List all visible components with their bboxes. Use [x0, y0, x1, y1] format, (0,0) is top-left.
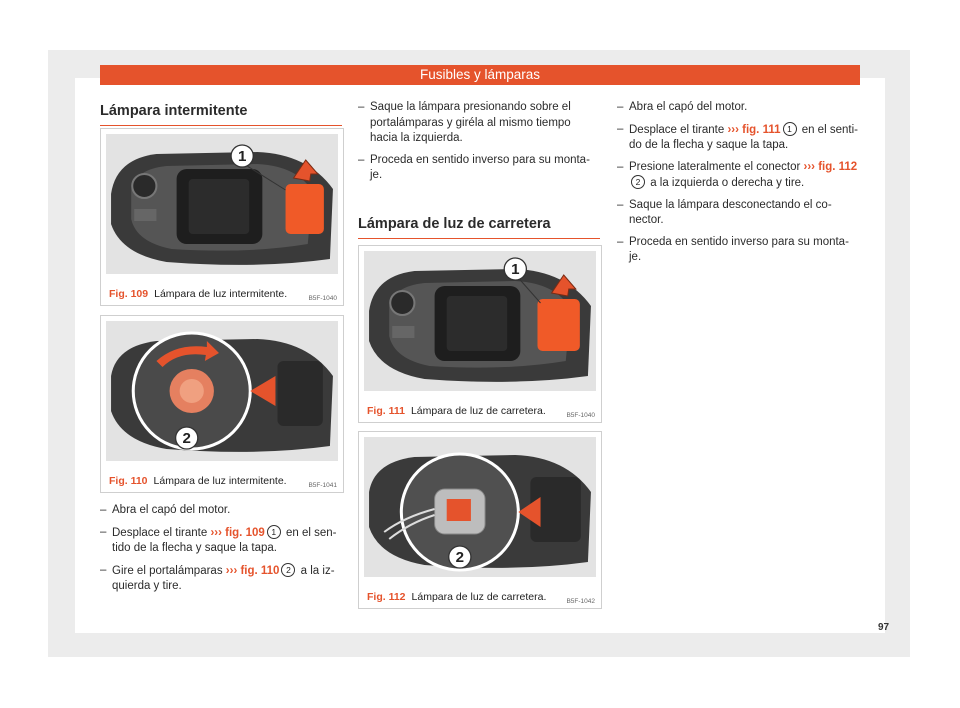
figure-caption-text: Lámpara de luz intermitente.: [154, 288, 288, 300]
steps-list-col1: [100, 503, 342, 601]
list-item: – Proceda en sentido inverso para su monta- je.: [358, 153, 600, 184]
figure-caption: [109, 475, 287, 487]
figure-link[interactable]: ››› fig. 110: [225, 564, 280, 577]
callout-number: 2: [631, 175, 645, 189]
steps-list-col2: [358, 100, 600, 190]
list-item: – Saque la lámpara desconectando el co- nector.: [617, 198, 860, 229]
list-item: – Saque la lámpara presionando sobre el portalámparas y giréla al mismo tiempo hacia la izquierda.: [358, 100, 600, 147]
callout-2: 2: [455, 549, 465, 566]
steps-list-col3: [617, 100, 860, 272]
figure-link[interactable]: ››› fig. 112: [803, 160, 858, 173]
list-item: – Desplace el tirante ››› fig. 111 1 en el senti- do de la flecha y saque la tapa.: [617, 122, 860, 154]
figure-caption: [109, 288, 287, 300]
callout-1: 1: [237, 148, 247, 165]
list-item: – Abra el capó del motor.: [617, 100, 860, 116]
figure-112: [358, 431, 602, 609]
figure-number: Fig. 111: [367, 405, 405, 417]
figure-caption-text: Lámpara de luz de carretera.: [411, 591, 547, 603]
callout-number: 1: [267, 525, 281, 539]
page-number: 97: [878, 622, 890, 633]
figure-caption-text: Lámpara de luz intermitente.: [153, 475, 287, 487]
chapter-header: Fusibles y lámparas: [100, 65, 860, 85]
callout-number: 2: [281, 563, 295, 577]
figure-number: Fig. 110: [109, 475, 148, 487]
figure-caption: [367, 405, 546, 417]
headlight-image: [106, 321, 338, 461]
section-title-intermitente: Lámpara intermitente: [100, 103, 342, 126]
callout-2: 2: [182, 430, 191, 447]
section-title-carretera: Lámpara de luz de carretera: [358, 216, 600, 239]
figure-code: B5F-1040: [308, 295, 337, 302]
callout-number: 1: [783, 122, 797, 136]
figure-number: Fig. 112: [367, 591, 406, 603]
headlight-image: [364, 437, 596, 577]
figure-110: [100, 315, 344, 493]
list-item: – Proceda en sentido inverso para su monta- je.: [617, 235, 860, 266]
figure-109: [100, 128, 344, 306]
figure-link[interactable]: ››› fig. 111: [727, 123, 781, 136]
callout-1: 1: [511, 261, 520, 278]
figure-code: B5F-1042: [566, 598, 595, 605]
figure-code: B5F-1041: [308, 482, 337, 489]
list-item: – Presione lateralmente el conector ››› fig. 1122 a la izquierda o derecha y tire.: [617, 160, 860, 192]
figure-number: Fig. 109: [109, 288, 149, 300]
figure-link[interactable]: ››› fig. 109: [210, 526, 265, 539]
headlight-image: [106, 134, 338, 274]
figure-111: [358, 245, 602, 423]
list-item: – Abra el capó del motor.: [100, 503, 342, 519]
figure-caption: [367, 591, 546, 603]
headlight-image: [364, 251, 596, 391]
figure-code: B5F-1040: [566, 412, 595, 419]
list-item: – Desplace el tirante ››› fig. 109 1 en el sen- tido de la flecha y saque la tapa.: [100, 525, 342, 557]
list-item: – Gire el portalámparas ››› fig. 110 2 a la iz- quierda y tire.: [100, 563, 342, 595]
figure-caption-text: Lámpara de luz de carretera.: [410, 405, 546, 417]
